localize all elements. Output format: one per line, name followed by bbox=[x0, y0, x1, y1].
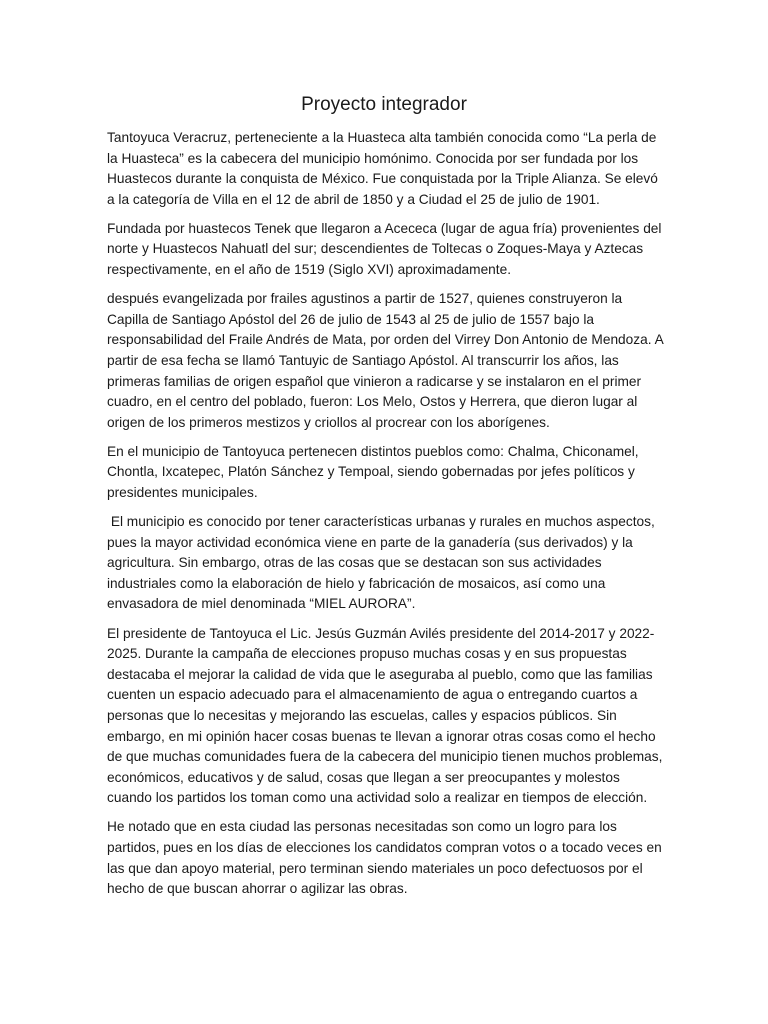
document-body bbox=[107, 128, 667, 908]
paragraph-7: He notado que en esta ciudad las personas necesitadas son como un logro para los partidos, pues en los días de elecciones los candidatos compran votos o a tocado veces en las que dan apoyo material, pero terminan siendo materiales un poco defectuosos por el hecho de que buscan ahorrar o agilizar las obras. bbox=[107, 819, 666, 897]
paragraph-5: El municipio es conocido por tener características urbanas y rurales en muchos aspectos, pues la mayor actividad económica viene en parte de la ganadería (sus derivados) y la agricultura. Sin embargo, otras de las cosas que se destacan son sus actividades industriales como la elaboración de hielo y fabricación de mosaicos, así como una envasadora de miel denominada “MIEL AURORA”. bbox=[107, 514, 659, 612]
paragraph-6: El presidente de Tantoyuca el Lic. Jesús Guzmán Avilés presidente del 2014-2017 y 2022-2025. Durante la campaña de elecciones propuso muchas cosas y en sus propuestas destacaba el mejorar la calidad de vida que le aseguraba al pueblo, como que las familias cuenten un espacio adecuado para el almacenamiento de agua o entregando cuartos a personas que lo necesitas y mejorando las escuelas, calles y espacios públicos. Sin embargo, en mi opinión hacer cosas buenas te llevan a ignorar otras cosas como el hecho de que muchas comunidades fuera de la cabecera del municipio tienen muchos problemas, económicos, educativos y de salud, cosas que llegan a ser preocupantes y molestos cuando los partidos los toman como una actividad solo a realizar en tiempos de elección. bbox=[107, 625, 667, 806]
paragraph-2: Fundada por huastecos Tenek que llegaron a Acececa (lugar de agua fría) provenientes del norte y Huastecos Nahuatl del sur; descendientes de Toltecas o Zoques-Maya y Aztecas respectivamente, en el año de 1519 (Siglo XVI) aproximadamente. bbox=[107, 220, 666, 278]
document-title: Proyecto integrador bbox=[301, 94, 467, 115]
paragraph-3: después evangelizada por frailes agustinos a partir de 1527, quienes construyeron la Capilla de Santiago Apóstol del 26 de julio de 1543 al 25 de julio de 1557 bajo la responsabilidad del Fraile Andrés de Mata, por orden del Virrey Don Antonio de Mendoza. A partir de esa fecha se llamó Tantuyic de Santiago Apóstol. Al transcurrir los años, las primeras familias de origen español que vinieron a radicarse y se instalaron en el primer cuadro, en el centro del poblado, fueron: Los Melo, Ostos y Herrera, que dieron lugar al origen de los primeros mestizos y criollos al procrear con los aborígenes. bbox=[107, 291, 667, 430]
paragraph-4: En el municipio de Tantoyuca pertenecen distintos pueblos como: Chalma, Chiconamel, Chontla, Ixcatepec, Platón Sánchez y Tempoal, siendo gobernadas por jefes políticos y presidentes municipales. bbox=[107, 443, 643, 500]
paragraph-1: Tantoyuca Veracruz, perteneciente a la Huasteca alta también conocida como “La perla de la Huasteca” es la cabecera del municipio homónimo. Conocida por ser fundada por los Huastecos durante la conquista de México. Fue conquistada por la Triple Alianza. Se elevó a la categoría de Villa en el 12 de abril de 1850 y a Ciudad el 25 de julio de 1901. bbox=[107, 130, 662, 207]
